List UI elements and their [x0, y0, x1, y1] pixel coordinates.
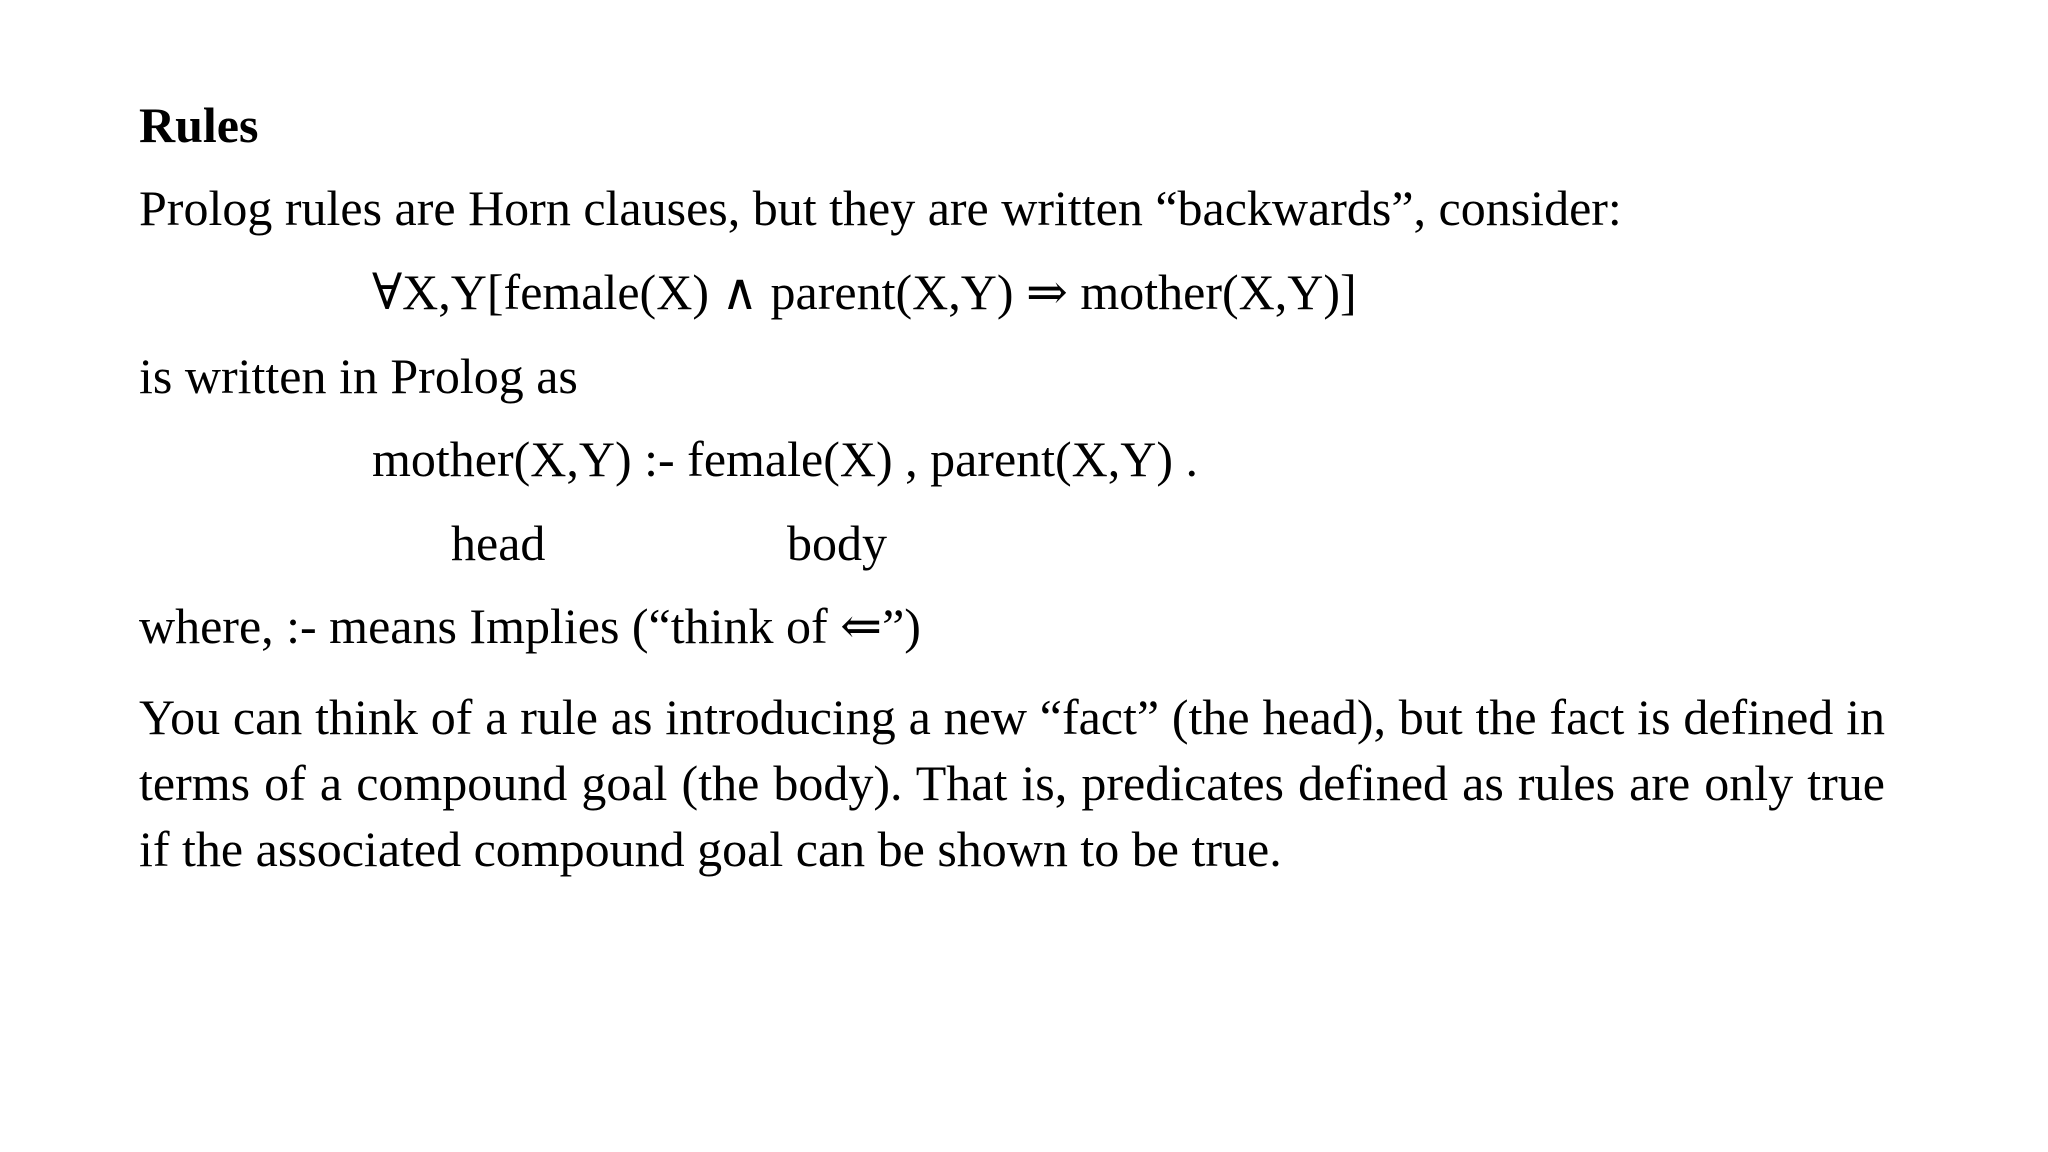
explanation-paragraph: You can think of a rule as introducing a new “fact” (the head), but the fact is defined in terms of a compound goal (the body). That is, predicates defined as rules are only true if the associated compound goal can be shown to be true. [139, 689, 1885, 877]
head-label: head [451, 515, 546, 571]
slide-heading: Rules [139, 97, 259, 153]
logic-formula: ∀X,Y[female(X) ∧ parent(X,Y) ⇒ mother(X,Y)] [372, 264, 1357, 320]
written-as-text: is written in Prolog as [139, 348, 578, 404]
intro-text: Prolog rules are Horn clauses, but they are written “backwards”, consider: [139, 180, 1622, 236]
prolog-rule: mother(X,Y) :- female(X) , parent(X,Y) . [372, 431, 1199, 487]
body-label: body [787, 515, 887, 571]
where-text: where, :- means Implies (“think of ⇐”) [139, 598, 921, 654]
